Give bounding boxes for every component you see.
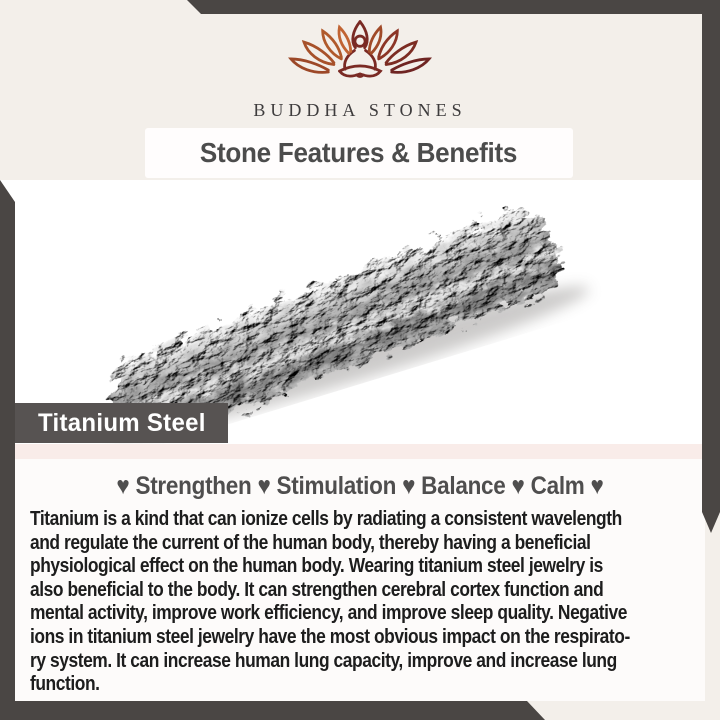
paragraph-line: and regulate the current of the human body, thereby having a beneficial bbox=[30, 531, 591, 554]
product-label-text: Titanium Steel bbox=[38, 408, 206, 437]
paragraph-line: mental activity, improve work efficiency, and improve sleep quality. Negative bbox=[30, 602, 627, 625]
paragraph-line: ry system. It can increase human lung capacity, improve and increase lung bbox=[30, 649, 617, 672]
paragraph-line: also beneficial to the body. It can strengthen cerebral cortex function and bbox=[30, 578, 604, 601]
paragraph-line: physiological effect on the human body. Wearing titanium steel jewelry is bbox=[30, 555, 603, 578]
paragraph-line: ions in titanium steel jewelry have the most obvious impact on the respirato- bbox=[30, 625, 630, 648]
benefits-paragraph bbox=[30, 508, 720, 697]
benefits-heading: ♥ Strengthen ♥ Stimulation ♥ Balance ♥ Calm ♥ bbox=[116, 472, 604, 500]
frame-bottom-band bbox=[0, 701, 545, 720]
frame-right-band bbox=[702, 0, 720, 533]
product-label bbox=[15, 403, 228, 443]
section-title-banner bbox=[145, 128, 573, 178]
divider-strip bbox=[15, 444, 705, 459]
product-photo-section bbox=[0, 180, 720, 444]
frame-left-band bbox=[0, 180, 15, 720]
brand-name: BUDDHA STONES bbox=[253, 100, 467, 120]
paragraph-line: function. bbox=[30, 673, 100, 696]
paragraph-line: Titanium is a kind that can ionize cells by radiating a consistent wavelength bbox=[30, 508, 622, 530]
frame-top-band bbox=[0, 0, 720, 14]
section-title: Stone Features & Benefits bbox=[200, 137, 518, 168]
lotus-meditation-icon bbox=[270, 16, 450, 100]
benefits-section bbox=[0, 459, 705, 701]
